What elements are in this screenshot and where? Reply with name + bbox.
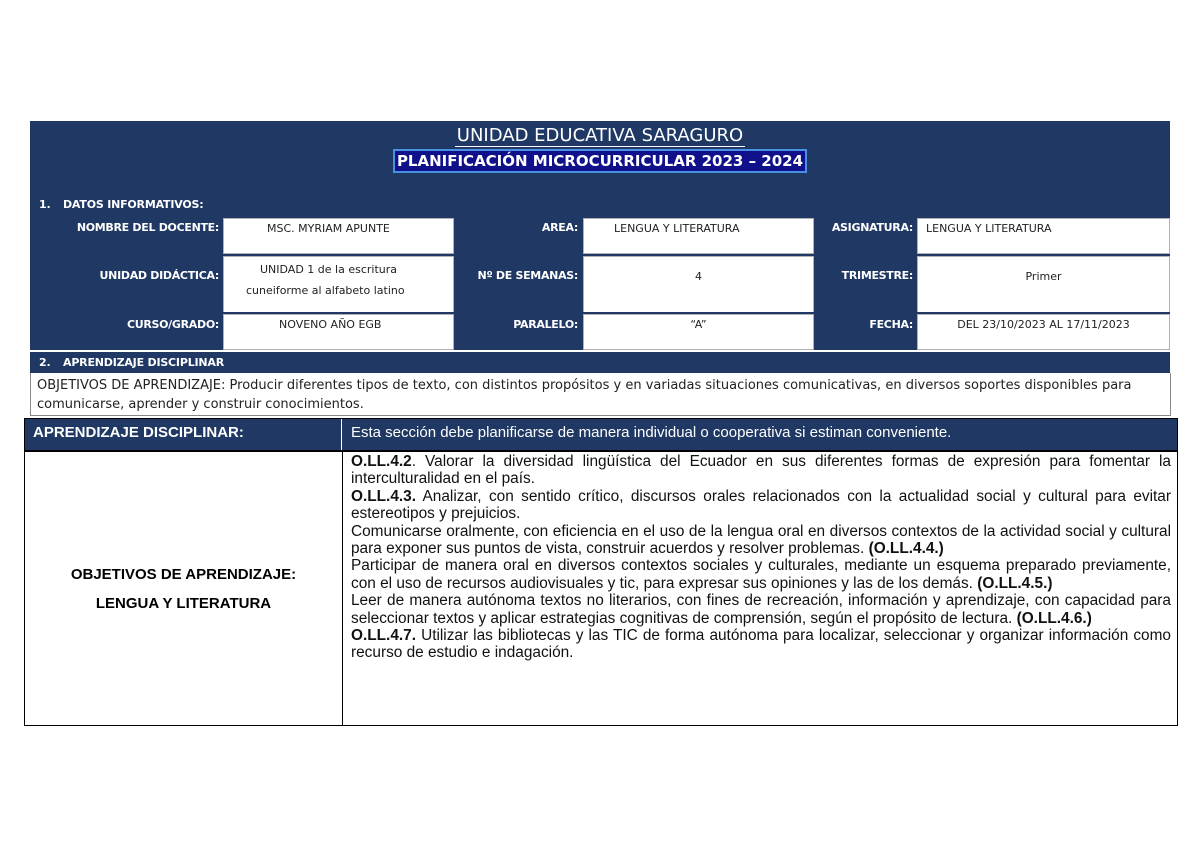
unidad-value-line1: UNIDAD 1 de la escritura	[260, 263, 398, 276]
trimestre-label: TRIMESTRE:	[814, 256, 917, 296]
semanas-value: 4	[583, 256, 814, 312]
asignatura-label: ASIGNATURA:	[814, 218, 917, 238]
trimestre-value: Primer	[917, 256, 1170, 312]
unidad-value-line2: cuneiforme al alfabeto latino	[246, 284, 405, 297]
table-left-cell	[25, 452, 342, 725]
objective-oll-4-4: Comunicarse oralmente, con eficiencia en el uso de la lengua oral en diversos contextos de la actividad social y cultural para exponer sus puntos de vista, construir acuerdos y resolver problemas. (O.LL.4.4.)	[351, 522, 1171, 558]
table-head-right: Esta sección debe planificarse de manera individual o cooperativa si estiman conveniente.	[342, 419, 1177, 450]
school-title: UNIDAD EDUCATIVA SARAGURO	[456, 125, 744, 146]
objectives-statement: OBJETIVOS DE APRENDIZAJE: Producir diferentes tipos de texto, con distintos propósitos y en variadas situaciones comunicativas, en diversos soportes disponibles para comunicarse, aprender y construir conocimientos.	[30, 373, 1171, 416]
left-cell-line2: LENGUA Y LITERATURA	[95, 594, 272, 612]
paralelo-value: “A”	[583, 314, 814, 350]
asignatura-value: LENGUA Y LITERATURA	[917, 218, 1170, 254]
area-label: AREA:	[454, 218, 582, 238]
table-right-cell	[343, 452, 1177, 725]
area-value: LENGUA Y LITERATURA	[583, 218, 814, 254]
left-cell-line1: OBJETIVOS DE APRENDIZAJE:	[70, 565, 297, 583]
docente-value: MSC. MYRIAM APUNTE	[223, 218, 454, 254]
section-2-band	[30, 352, 1170, 373]
semanas-label: Nº DE SEMANAS:	[454, 256, 582, 296]
unidad-label: UNIDAD DIDÁCTICA:	[30, 256, 223, 296]
objective-oll-4-5: Participar de manera oral en diversos contextos sociales y culturales, mediante un esquema preparado previamente, con el uso de recursos audiovisuales y tic, para expresar sus opiniones y las de los demás. (O.LL.4.5.)	[351, 557, 1171, 592]
section-1-title: 1. DATOS INFORMATIVOS:	[39, 198, 204, 211]
plan-title: PLANIFICACIÓN MICROCURRICULAR 2023 – 2024	[396, 152, 804, 170]
learning-table	[24, 418, 1178, 726]
section-2-title: 2. APRENDIZAJE DISCIPLINAR	[39, 356, 224, 369]
curso-value: NOVENO AÑO EGB	[223, 314, 454, 350]
curso-label: CURSO/GRADO:	[30, 314, 223, 336]
document-header	[30, 121, 1170, 218]
objective-oll-4-7: O.LL.4.7. Utilizar las bibliotecas y las TIC de forma autónoma para localizar, seleccionar y organizar información como recurso de estudio e indagación.	[351, 627, 1171, 662]
paralelo-label: PARALELO:	[454, 314, 582, 336]
unidad-value	[223, 256, 454, 312]
docente-label: NOMBRE DEL DOCENTE:	[30, 218, 223, 238]
table-head-left: APRENDIZAJE DISCIPLINAR:	[25, 419, 342, 450]
objective-oll-4-6: Leer de manera autónoma textos no literarios, con fines de recreación, información y aprendizaje, con capacidad para seleccionar textos y aplicar estrategias cognitivas de comprensión, según el propósito de lectura. (O.LL.4.6.)	[351, 592, 1171, 627]
fecha-label: FECHA:	[814, 314, 917, 336]
objective-oll-4-2: O.LL.4.2. Valorar la diversidad lingüística del Ecuador en sus diferentes formas de expresión para fomentar la interculturalidad en el país.	[351, 453, 1171, 488]
objective-oll-4-3: O.LL.4.3. Analizar, con sentido crítico, discursos orales relacionados con la actualidad social y cultural para evitar estereotipos y prejuicios.	[351, 487, 1171, 523]
fecha-value: DEL 23/10/2023 AL 17/11/2023	[917, 314, 1170, 350]
